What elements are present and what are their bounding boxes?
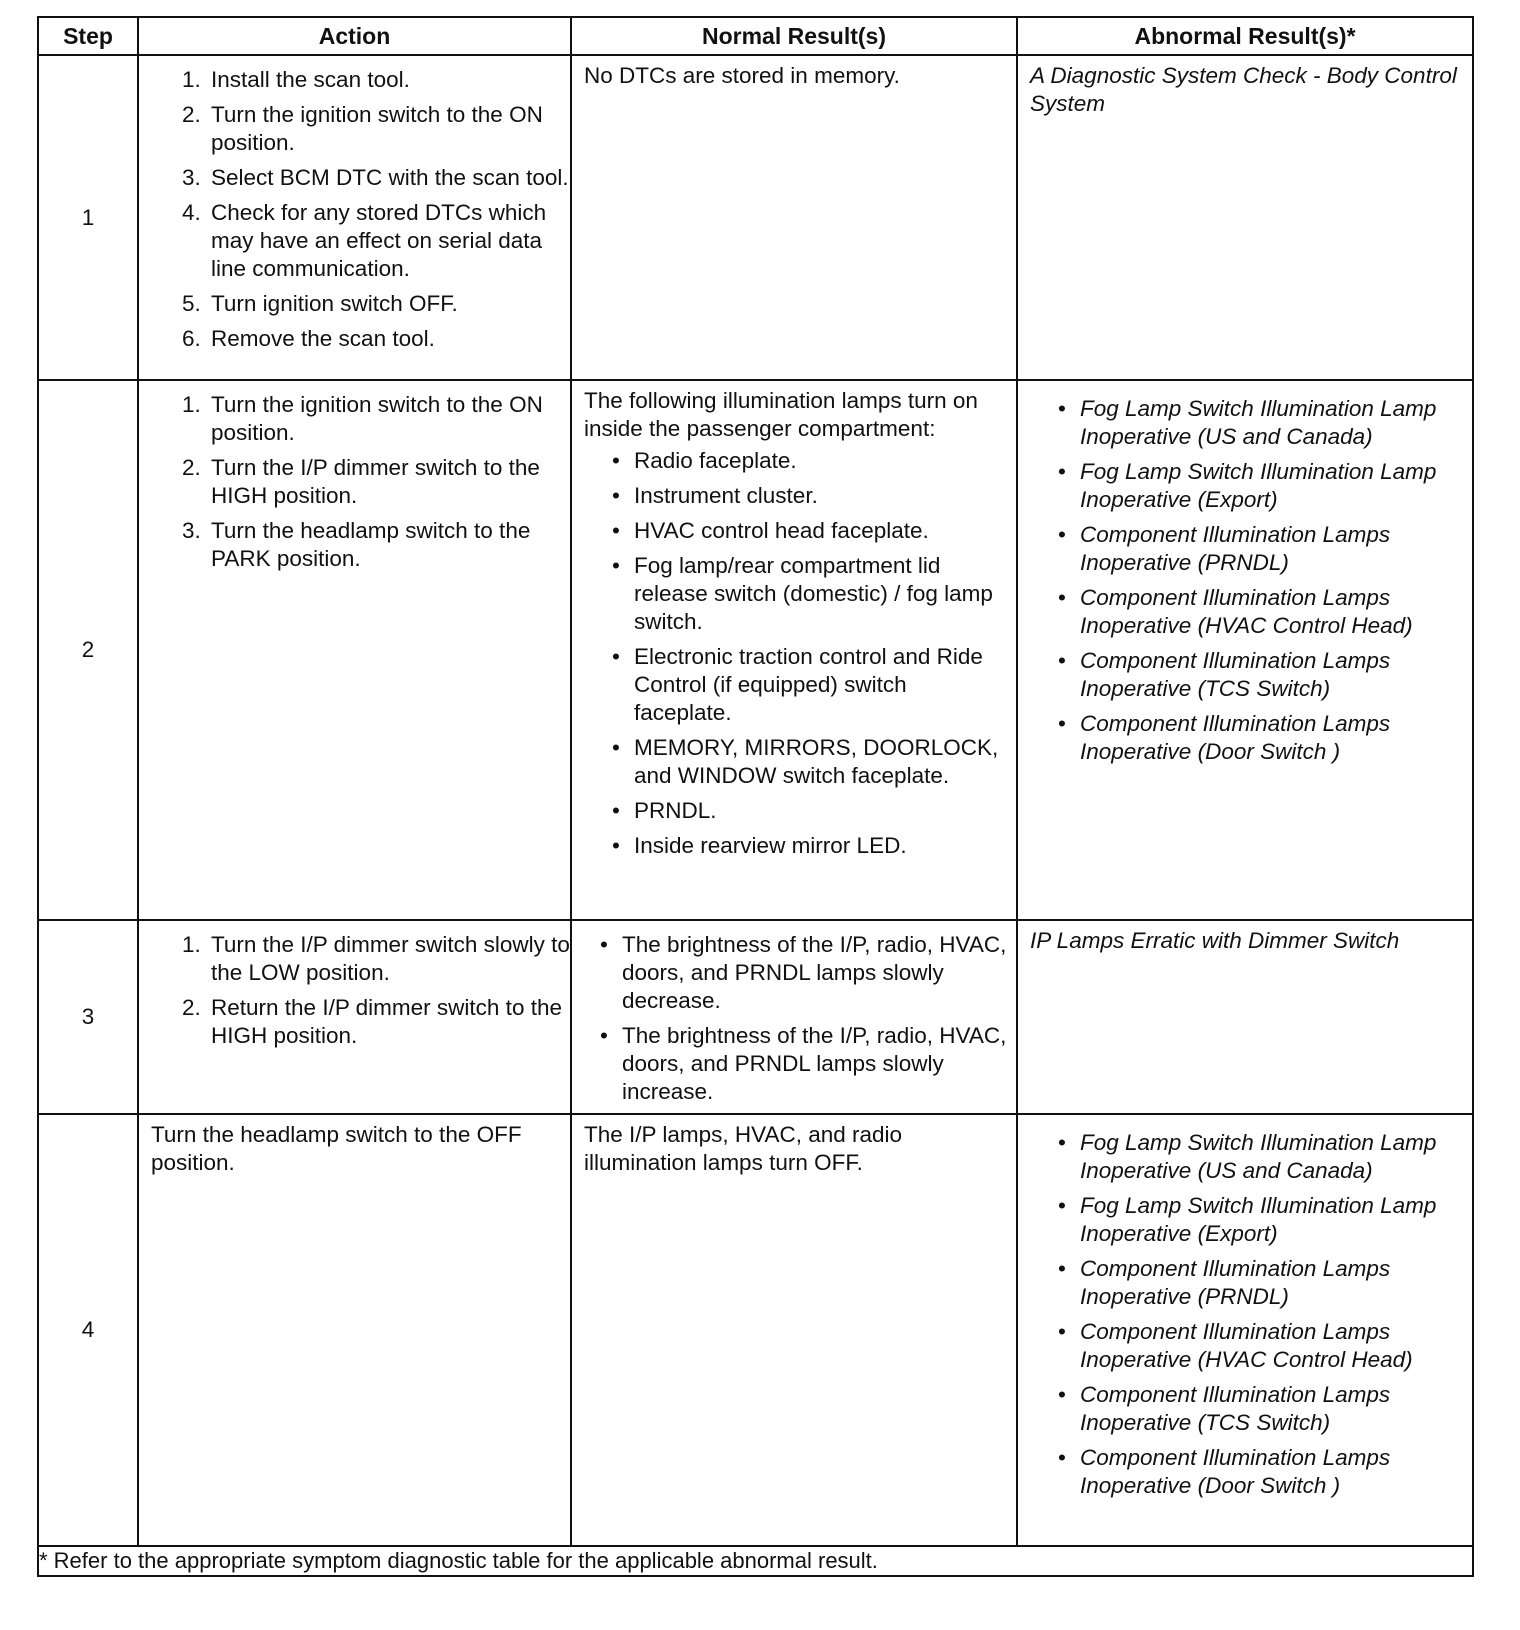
list-item: 1. Install the scan tool. — [207, 66, 570, 94]
list-item: • Fog Lamp Switch Illumination Lamp Inoperative (US and Canada) — [1080, 395, 1472, 451]
table-row — [38, 380, 1473, 920]
action-list — [139, 66, 570, 353]
footnote-row — [38, 1546, 1473, 1576]
list-item: • Component Illumination Lamps Inoperative (PRNDL) — [1080, 521, 1472, 577]
list-item: • Component Illumination Lamps Inoperative (HVAC Control Head) — [1080, 1318, 1472, 1374]
action-cell — [138, 55, 571, 380]
abnormal-list — [1018, 395, 1472, 766]
list-item: • Instrument cluster. — [634, 482, 1006, 510]
abnormal-cell — [1017, 1114, 1473, 1546]
footnote: * Refer to the appropriate symptom diagnostic table for the applicable abnormal result. — [38, 1546, 1473, 1576]
action-cell — [138, 380, 571, 920]
step-number: 2 — [38, 380, 138, 920]
action-text: Turn the headlamp switch to the OFF position. — [151, 1122, 522, 1175]
list-item: • Fog Lamp Switch Illumination Lamp Inoperative (Export) — [1080, 1192, 1472, 1248]
list-item: • PRNDL. — [634, 797, 1006, 825]
abnormal-text: IP Lamps Erratic with Dimmer Switch — [1030, 928, 1400, 953]
list-item: • Component Illumination Lamps Inoperative (HVAC Control Head) — [1080, 584, 1472, 640]
diagnostic-table — [37, 16, 1474, 1577]
step-number: 1 — [38, 55, 138, 380]
list-item: 1. Turn the ignition switch to the ON position. — [207, 391, 570, 447]
list-item: • Fog Lamp Switch Illumination Lamp Inoperative (Export) — [1080, 458, 1472, 514]
abnormal-cell — [1017, 380, 1473, 920]
normal-text: The I/P lamps, HVAC, and radio illumination lamps turn OFF. — [584, 1122, 903, 1175]
header-row — [38, 17, 1473, 55]
list-item: 1. Turn the I/P dimmer switch slowly to the LOW position. — [207, 931, 570, 987]
action-list — [139, 391, 570, 573]
list-item: • MEMORY, MIRRORS, DOORLOCK, and WINDOW switch faceplate. — [634, 734, 1006, 790]
list-item: 6. Remove the scan tool. — [207, 325, 570, 353]
list-item: • The brightness of the I/P, radio, HVAC, doors, and PRNDL lamps slowly increase. — [622, 1022, 1016, 1106]
list-item: 3. Turn the headlamp switch to the PARK position. — [207, 517, 570, 573]
list-item: • Component Illumination Lamps Inoperative (Door Switch ) — [1080, 1444, 1472, 1500]
list-item: • Component Illumination Lamps Inoperative (TCS Switch) — [1080, 1381, 1472, 1437]
list-item: • Inside rearview mirror LED. — [634, 832, 1006, 860]
action-list — [139, 931, 570, 1050]
step-number: 4 — [38, 1114, 138, 1546]
list-item: • HVAC control head faceplate. — [634, 517, 1006, 545]
list-item: 3. Select BCM DTC with the scan tool. — [207, 164, 570, 192]
table-row — [38, 55, 1473, 380]
normal-list — [572, 931, 1016, 1106]
abnormal-text: A Diagnostic System Check - Body Control System — [1030, 63, 1457, 116]
list-item: 2. Turn the ignition switch to the ON position. — [207, 101, 570, 157]
header-step: Step — [38, 17, 138, 55]
list-item: • Component Illumination Lamps Inoperative (PRNDL) — [1080, 1255, 1472, 1311]
abnormal-cell — [1017, 55, 1473, 380]
list-item: • Fog Lamp Switch Illumination Lamp Inoperative (US and Canada) — [1080, 1129, 1472, 1185]
list-item: • Radio faceplate. — [634, 447, 1006, 475]
normal-list — [584, 447, 1006, 860]
list-item: • Fog lamp/rear compartment lid release switch (domestic) / fog lamp switch. — [634, 552, 1006, 636]
normal-cell — [571, 920, 1017, 1114]
table-row — [38, 1114, 1473, 1546]
header-abnormal: Abnormal Result(s)* — [1017, 17, 1473, 55]
normal-intro: The following illumination lamps turn on inside the passenger compartment: — [584, 388, 978, 441]
normal-text: No DTCs are stored in memory. — [584, 63, 900, 88]
table-row — [38, 920, 1473, 1114]
list-item: 2. Turn the I/P dimmer switch to the HIGH position. — [207, 454, 570, 510]
normal-cell — [571, 55, 1017, 380]
list-item: • Component Illumination Lamps Inoperative (TCS Switch) — [1080, 647, 1472, 703]
action-cell — [138, 920, 571, 1114]
abnormal-list — [1018, 1129, 1472, 1500]
list-item: 2. Return the I/P dimmer switch to the HIGH position. — [207, 994, 570, 1050]
abnormal-cell — [1017, 920, 1473, 1114]
normal-cell — [571, 1114, 1017, 1546]
action-cell — [138, 1114, 571, 1546]
list-item: • Electronic traction control and Ride Control (if equipped) switch faceplate. — [634, 643, 1006, 727]
list-item: 5. Turn ignition switch OFF. — [207, 290, 570, 318]
list-item: • Component Illumination Lamps Inoperative (Door Switch ) — [1080, 710, 1472, 766]
header-normal: Normal Result(s) — [571, 17, 1017, 55]
normal-cell — [571, 380, 1017, 920]
header-action: Action — [138, 17, 571, 55]
list-item: 4. Check for any stored DTCs which may have an effect on serial data line communication. — [207, 199, 570, 283]
step-number: 3 — [38, 920, 138, 1114]
list-item: • The brightness of the I/P, radio, HVAC, doors, and PRNDL lamps slowly decrease. — [622, 931, 1016, 1015]
